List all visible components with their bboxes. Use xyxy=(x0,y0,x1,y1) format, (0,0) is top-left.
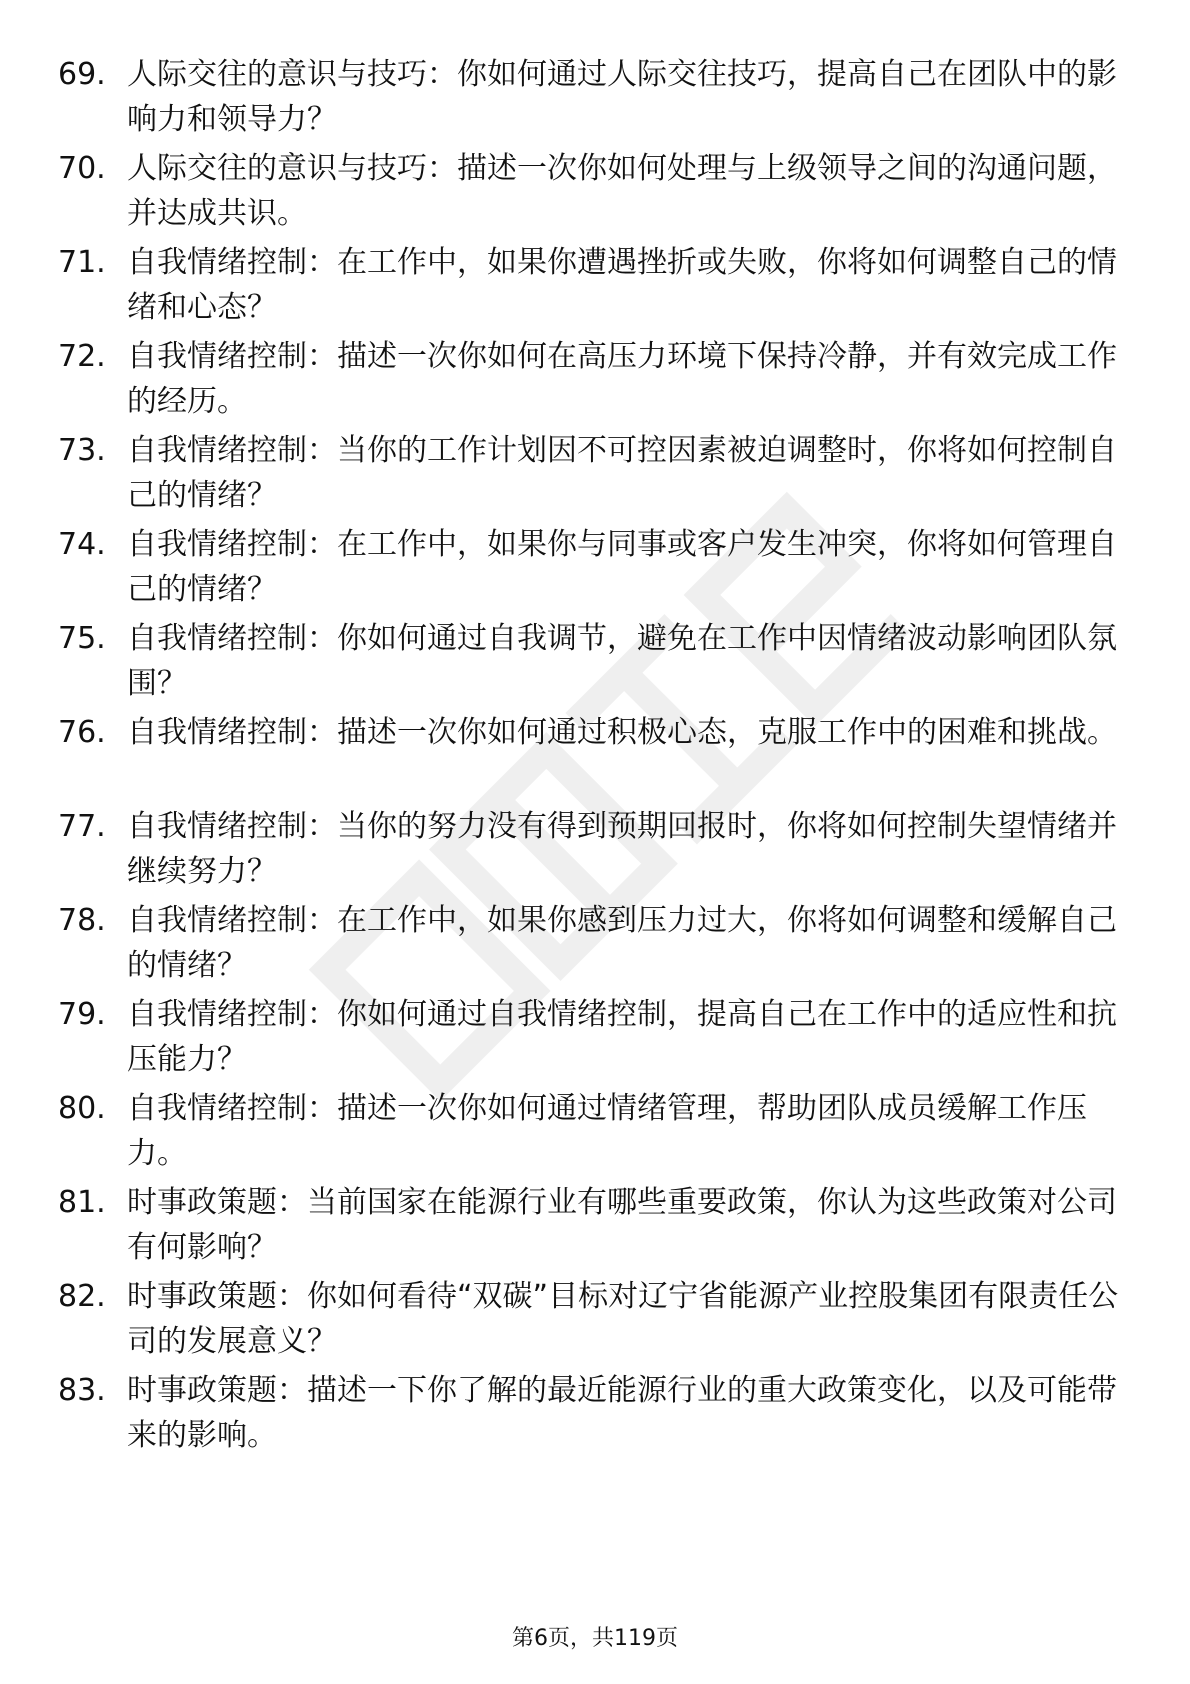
question-number: 74. xyxy=(58,527,106,562)
question-text: 自我情绪控制：描述一次你如何通过积极心态，克服工作中的困难和挑战。 xyxy=(127,715,1117,750)
question-text: 自我情绪控制：你如何通过自我调节，避免在工作中因情绪波动影响团队氛围？ xyxy=(127,621,1117,701)
question-number: 71. xyxy=(58,245,106,280)
list-item xyxy=(0,146,1190,236)
question-text: 自我情绪控制：在工作中，如果你与同事或客户发生冲突，你将如何管理自己的情绪？ xyxy=(127,527,1117,607)
question-text: 自我情绪控制：当你的努力没有得到预期回报时，你将如何控制失望情绪并继续努力？ xyxy=(127,809,1117,889)
list-item xyxy=(0,52,1190,142)
list-item xyxy=(0,992,1190,1082)
question-text: 自我情绪控制：你如何通过自我情绪控制，提高自己在工作中的适应性和抗压能力？ xyxy=(127,997,1117,1077)
question-number: 70. xyxy=(58,151,106,186)
question-number: 72. xyxy=(58,339,106,374)
list-item xyxy=(0,804,1190,894)
question-text: 自我情绪控制：当你的工作计划因不可控因素被迫调整时，你将如何控制自己的情绪？ xyxy=(127,433,1117,513)
question-number: 69. xyxy=(58,57,106,92)
question-text: 时事政策题：描述一下你了解的最近能源行业的重大政策变化，以及可能带来的影响。 xyxy=(127,1373,1117,1453)
question-text: 自我情绪控制：描述一次你如何通过情绪管理，帮助团队成员缓解工作压力。 xyxy=(127,1091,1087,1171)
question-number: 83. xyxy=(58,1373,106,1408)
list-item xyxy=(0,240,1190,330)
question-text: 时事政策题：你如何看待“双碳”目标对辽宁省能源产业控股集团有限责任公司的发展意义？ xyxy=(127,1279,1119,1359)
list-item xyxy=(0,1086,1190,1176)
question-text: 人际交往的意识与技巧：描述一次你如何处理与上级领导之间的沟通问题，并达成共识。 xyxy=(127,151,1117,231)
question-number: 80. xyxy=(58,1091,106,1126)
list-item xyxy=(0,1180,1190,1270)
question-number: 82. xyxy=(58,1279,106,1314)
question-number: 78. xyxy=(58,903,106,938)
page-footer: 第6页，共119页 xyxy=(512,1626,678,1651)
question-number: 73. xyxy=(58,433,106,468)
question-number: 75. xyxy=(58,621,106,656)
question-text: 自我情绪控制：描述一次你如何在高压力环境下保持冷静，并有效完成工作的经历。 xyxy=(127,339,1117,419)
question-number: 79. xyxy=(58,997,106,1032)
list-item xyxy=(0,1368,1190,1458)
question-text: 自我情绪控制：在工作中，如果你遭遇挫折或失败，你将如何调整自己的情绪和心态？ xyxy=(127,245,1117,325)
question-number: 81. xyxy=(58,1185,106,1220)
question-number: 77. xyxy=(58,809,106,844)
question-text: 时事政策题：当前国家在能源行业有哪些重要政策，你认为这些政策对公司有何影响？ xyxy=(127,1185,1117,1265)
list-item xyxy=(0,616,1190,706)
question-text: 人际交往的意识与技巧：你如何通过人际交往技巧，提高自己在团队中的影响力和领导力？ xyxy=(127,57,1117,137)
question-text: 自我情绪控制：在工作中，如果你感到压力过大，你将如何调整和缓解自己的情绪？ xyxy=(127,903,1117,983)
list-item xyxy=(0,334,1190,424)
list-item xyxy=(0,428,1190,518)
list-item xyxy=(0,1274,1190,1364)
list-item xyxy=(0,898,1190,988)
list-item xyxy=(0,522,1190,612)
question-number: 76. xyxy=(58,715,106,750)
list-item xyxy=(0,710,1190,800)
